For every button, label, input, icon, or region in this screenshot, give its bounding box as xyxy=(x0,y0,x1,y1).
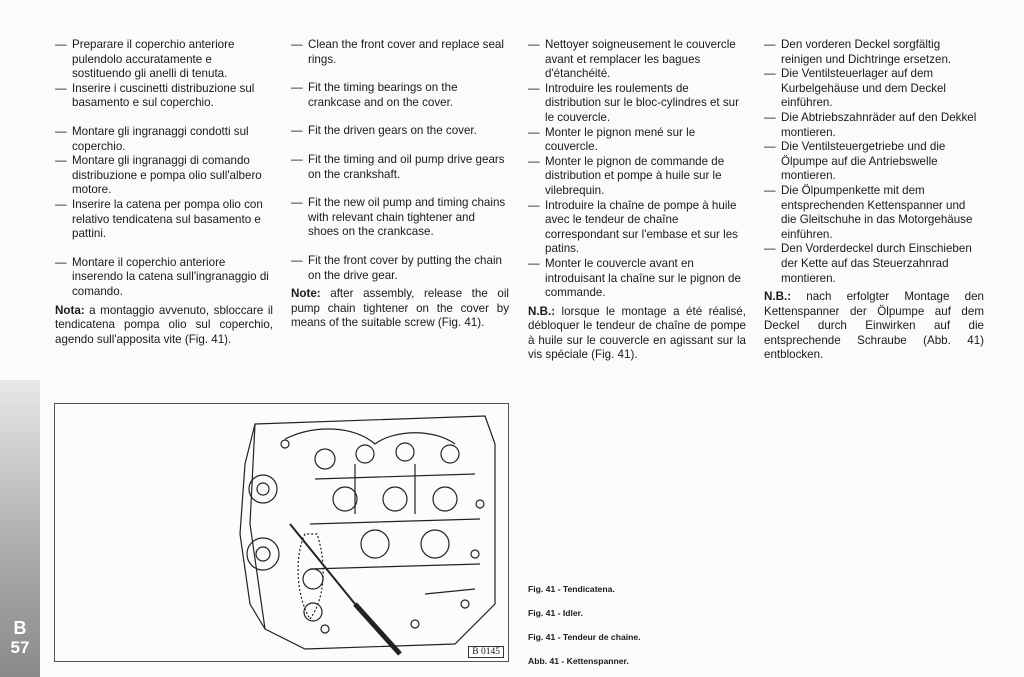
list-item: — Die Ventilsteuerlager auf dem Kurbelgehäuse und dem Deckel einführen. xyxy=(764,67,946,110)
list-item: — Monter le pignon mené sur le couvercle. xyxy=(528,125,696,154)
note: N.B.: lorsque le montage a été réalisé, débloquer le tendeur de chaîne de pompe à huile sur le couvercle en agissant sur la vis spéciale (Fig. 41). xyxy=(528,304,746,362)
list-item: — Den vorderen Deckel sorgfältig reinigen und Dichtringe ersetzen. xyxy=(764,38,952,66)
caption-german: Abb. 41 - Kettenspanner. xyxy=(528,656,629,666)
list-item: — Inserire i cuscinetti distribuzione sul basamento e sul coperchio. xyxy=(55,81,255,110)
list-item: — Die Ventilsteuergetriebe und die Ölpumpe auf die Antriebswelle montieren. xyxy=(764,140,946,183)
figure-code: B 0145 xyxy=(468,646,504,658)
list-item: — Fit the front cover by putting the chain on the drive gear. xyxy=(291,253,502,282)
list-item: — Den Vorderdeckel durch Einschieben der Kette auf das Steuerzahnrad montieren. xyxy=(764,242,972,285)
caption-french: Fig. 41 - Tendeur de chaine. xyxy=(528,632,641,642)
column-english xyxy=(291,38,509,343)
page-number: 57 xyxy=(10,638,30,657)
list-item: — Monter le pignon de commande de distribution et pompe à huile sur le vilebrequin. xyxy=(528,154,725,197)
caption-italian: Fig. 41 - Tendicatena. xyxy=(528,584,615,594)
list-item: — Montare gli ingranaggi condotti sul coperchio. xyxy=(55,124,249,153)
caption-english: Fig. 41 - Idler. xyxy=(528,608,583,618)
page-tab xyxy=(0,380,40,677)
note: Note: after assembly, release the oil pump chain tightener on the cover by means of the suitable screw (Fig. 41). xyxy=(291,287,509,330)
column-french xyxy=(528,38,746,375)
list-item: — Die Ölpumpenkette mit dem entsprechenden Kettenspanner und die Gleitschuhe in das Motorgehäuse einführen. xyxy=(764,183,973,241)
section-letter: B xyxy=(13,618,27,638)
list-item: — Die Abtriebszahnräder auf den Dekkel montieren. xyxy=(764,110,977,139)
list-item: — Clean the front cover and replace seal rings. xyxy=(291,38,504,66)
list-item: — Montare gli ingranaggi di comando distribuzione e pompa olio sull'albero motore. xyxy=(55,154,262,197)
list-item: — Preparare il coperchio anteriore pulendolo accuratamente e sostituendo gli anelli di tenuta. xyxy=(55,38,235,81)
list-item: — Nettoyer soigneusement le couvercle avant et remplacer les bagues d'étanchéité. xyxy=(528,38,736,81)
note: Nota: a montaggio avvenuto, sbloccare il tendicatena pompa olio sul coperchio, agendo sull'apposita vite (Fig. 41). xyxy=(55,303,273,346)
list-item: — Fit the timing bearings on the crankcase and on the cover. xyxy=(291,81,458,109)
list-item: — Monter le couvercle avant en introduisant la chaîne sur le pignon de commande. xyxy=(528,256,741,300)
column-german xyxy=(764,38,984,375)
list-item: — Montare il coperchio anteriore inserendo la catena sull'ingranaggio di comando. xyxy=(55,255,269,298)
figure-captions xyxy=(528,577,641,673)
list-item: — Fit the driven gears on the cover. xyxy=(291,124,477,138)
engine-drawing xyxy=(55,404,508,661)
list-item: — Inserire la catena per pompa olio con relativo tendicatena sul basamento e pattini. xyxy=(55,197,263,241)
figure-engine-illustration xyxy=(54,403,509,662)
list-item: — Fit the new oil pump and timing chains with relevant chain tightener and shoes on the crankcase. xyxy=(291,196,506,239)
list-item: — Introduire les roulements de distribution sur le bloc-cylindres et sur le couvercle. xyxy=(528,81,739,124)
column-italian xyxy=(55,38,273,359)
note: N.B.: nach erfolgter Montage den Kettenspanner der Ölpumpe auf dem Deckel durch Einwirken auf die entsprechende Schraube (Abb. 41) entblocken. xyxy=(764,290,984,362)
list-item: — Introduire la chaîne de pompe à huile avec le tendeur de chaîne correspondant sur l'embase et sur les patins. xyxy=(528,198,738,256)
list-item: — Fit the timing and oil pump drive gears on the crankshaft. xyxy=(291,152,505,181)
